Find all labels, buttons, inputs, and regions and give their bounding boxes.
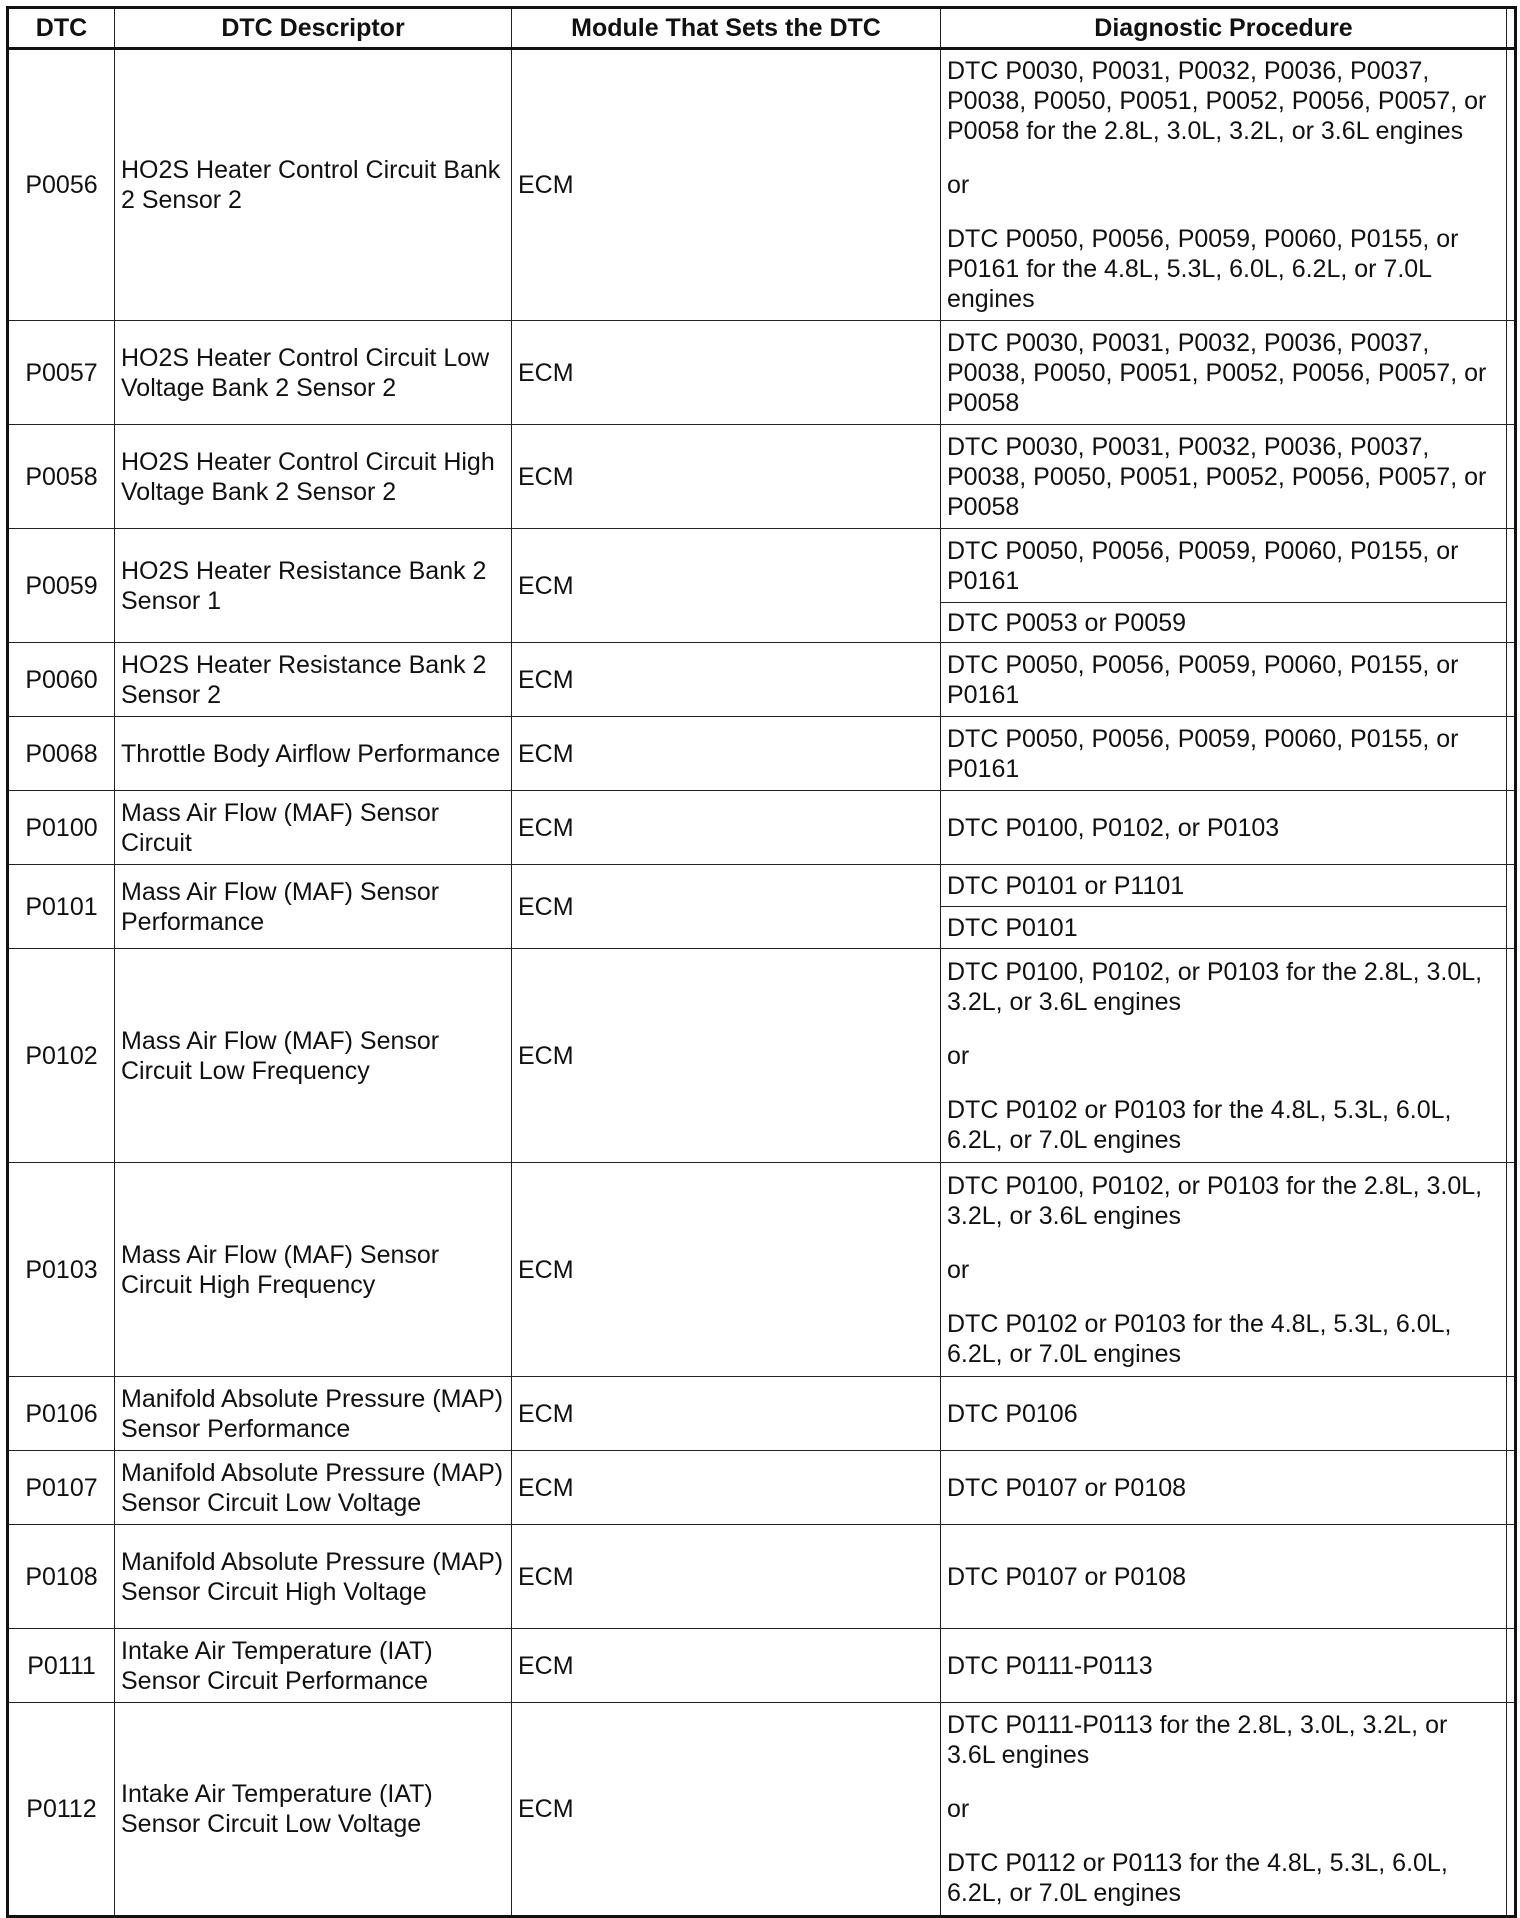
dtc-descriptor-cell: Intake Air Temperature (IAT) Sensor Circuit Low Voltage: [115, 1703, 512, 1917]
edge-column-cell: [1507, 1451, 1516, 1525]
procedure-text: DTC P0111-P0113 for the 2.8L, 3.0L, 3.2L, or 3.6L engines: [947, 1711, 1448, 1769]
dtc-code-cell: P0103: [8, 1163, 115, 1377]
procedure-text: DTC P0053 or P0059: [947, 608, 1187, 637]
diagnostic-procedure-cell: [941, 529, 1507, 603]
module-cell: ECM: [512, 1703, 941, 1917]
dtc-table: [6, 6, 1517, 1918]
dtc-code-cell: P0107: [8, 1451, 115, 1525]
procedure-text: DTC P0101: [947, 913, 1078, 942]
module-cell: ECM: [512, 791, 941, 865]
edge-column-cell: [1507, 717, 1516, 791]
dtc-code-cell: P0058: [8, 425, 115, 529]
table-row: [8, 321, 1516, 425]
edge-column-cell: [1507, 49, 1516, 321]
module-cell: ECM: [512, 1377, 941, 1451]
procedure-text: DTC P0030, P0031, P0032, P0036, P0037, P0038, P0050, P0051, P0052, P0056, P0057, or P0058: [947, 432, 1487, 521]
procedure-text: DTC P0101 or P1101: [947, 871, 1185, 900]
dtc-code-cell: P0106: [8, 1377, 115, 1451]
dtc-code-cell: P0100: [8, 791, 115, 865]
table-row: [8, 643, 1516, 717]
dtc-code-cell: P0060: [8, 643, 115, 717]
dtc-descriptor-cell: HO2S Heater Resistance Bank 2 Sensor 2: [115, 643, 512, 717]
dtc-code-cell: P0056: [8, 49, 115, 321]
header-dtc: DTC: [8, 8, 115, 49]
dtc-descriptor-cell: Manifold Absolute Pressure (MAP) Sensor Circuit High Voltage: [115, 1525, 512, 1629]
diagnostic-procedure-cell: [941, 1525, 1507, 1629]
dtc-descriptor-cell: Throttle Body Airflow Performance: [115, 717, 512, 791]
table-row: [8, 865, 1516, 907]
diagnostic-procedure-cell: [941, 1703, 1507, 1917]
header-row: [8, 8, 1516, 49]
module-cell: ECM: [512, 1163, 941, 1377]
procedure-text: or: [947, 1255, 970, 1284]
edge-column-cell: [1507, 865, 1516, 949]
edge-column-cell: [1507, 949, 1516, 1163]
dtc-code-cell: P0101: [8, 865, 115, 949]
dtc-descriptor-cell: Mass Air Flow (MAF) Sensor Circuit High Frequency: [115, 1163, 512, 1377]
dtc-code-cell: P0108: [8, 1525, 115, 1629]
procedure-text: DTC P0100, P0102, or P0103: [947, 813, 1280, 842]
edge-column-cell: [1507, 1377, 1516, 1451]
dtc-descriptor-cell: Intake Air Temperature (IAT) Sensor Circuit Performance: [115, 1629, 512, 1703]
dtc-descriptor-cell: Manifold Absolute Pressure (MAP) Sensor Circuit Low Voltage: [115, 1451, 512, 1525]
table-row: [8, 425, 1516, 529]
edge-column-cell: [1507, 791, 1516, 865]
module-cell: ECM: [512, 1629, 941, 1703]
diagnostic-procedure-cell: [941, 907, 1507, 949]
table-row: [8, 1377, 1516, 1451]
dtc-descriptor-cell: HO2S Heater Control Circuit Bank 2 Sensor 2: [115, 49, 512, 321]
diagnostic-procedure-cell: [941, 1451, 1507, 1525]
module-cell: ECM: [512, 717, 941, 791]
table-row: [8, 1703, 1516, 1917]
procedure-text: DTC P0111-P0113: [947, 1651, 1153, 1680]
dtc-code-cell: P0112: [8, 1703, 115, 1917]
diagnostic-procedure-cell: [941, 865, 1507, 907]
dtc-descriptor-cell: Mass Air Flow (MAF) Sensor Circuit Low Frequency: [115, 949, 512, 1163]
dtc-descriptor-cell: HO2S Heater Control Circuit Low Voltage Bank 2 Sensor 2: [115, 321, 512, 425]
header-procedure: Diagnostic Procedure: [941, 8, 1507, 49]
procedure-text: DTC P0050, P0056, P0059, P0060, P0155, or P0161: [947, 724, 1459, 783]
diagnostic-procedure-cell: [941, 49, 1507, 321]
procedure-text: DTC P0106: [947, 1399, 1078, 1428]
table-row: [8, 717, 1516, 791]
diagnostic-procedure-cell: [941, 321, 1507, 425]
module-cell: ECM: [512, 321, 941, 425]
edge-column-cell: [1507, 1163, 1516, 1377]
header-descriptor: DTC Descriptor: [115, 8, 512, 49]
procedure-text: DTC P0107 or P0108: [947, 1473, 1187, 1502]
diagnostic-procedure-cell: [941, 603, 1507, 643]
procedure-text: DTC P0102 or P0103 for the 4.8L, 5.3L, 6.0L, 6.2L, or 7.0L engines: [947, 1309, 1452, 1368]
table-body: [8, 49, 1516, 1917]
module-cell: ECM: [512, 1451, 941, 1525]
procedure-text: DTC P0050, P0056, P0059, P0060, P0155, or P0161 for the 4.8L, 5.3L, 6.0L, 6.2L, or 7.0L engines: [947, 225, 1459, 313]
module-cell: ECM: [512, 865, 941, 949]
dtc-descriptor-cell: HO2S Heater Control Circuit High Voltage Bank 2 Sensor 2: [115, 425, 512, 529]
dtc-code-cell: P0111: [8, 1629, 115, 1703]
dtc-descriptor-cell: Mass Air Flow (MAF) Sensor Performance: [115, 865, 512, 949]
procedure-text: DTC P0030, P0031, P0032, P0036, P0037, P0038, P0050, P0051, P0052, P0056, P0057, or P0058: [947, 328, 1487, 417]
procedure-text: DTC P0100, P0102, or P0103 for the 2.8L, 3.0L, 3.2L, or 3.6L engines: [947, 957, 1483, 1016]
procedure-text: or: [947, 1795, 970, 1823]
header-module: Module That Sets the DTC: [512, 8, 941, 49]
edge-column-cell: [1507, 1629, 1516, 1703]
procedure-text: DTC P0102 or P0103 for the 4.8L, 5.3L, 6.0L, 6.2L, or 7.0L engines: [947, 1095, 1452, 1154]
procedure-text: DTC P0107 or P0108: [947, 1562, 1187, 1591]
module-cell: ECM: [512, 949, 941, 1163]
diagnostic-procedure-cell: [941, 791, 1507, 865]
table-row: [8, 791, 1516, 865]
diagnostic-procedure-cell: [941, 1377, 1507, 1451]
edge-column-cell: [1507, 529, 1516, 643]
table-row: [8, 529, 1516, 603]
table-row: [8, 949, 1516, 1163]
table-row: [8, 49, 1516, 321]
edge-column-cell: [1507, 643, 1516, 717]
module-cell: ECM: [512, 643, 941, 717]
edge-column-cell: [1507, 425, 1516, 529]
procedure-text: DTC P0050, P0056, P0059, P0060, P0155, or P0161: [947, 650, 1459, 709]
dtc-descriptor-cell: Mass Air Flow (MAF) Sensor Circuit: [115, 791, 512, 865]
dtc-descriptor-cell: Manifold Absolute Pressure (MAP) Sensor Performance: [115, 1377, 512, 1451]
procedure-text: or: [947, 171, 970, 199]
table-row: [8, 1629, 1516, 1703]
diagnostic-procedure-cell: [941, 1163, 1507, 1377]
diagnostic-procedure-cell: [941, 425, 1507, 529]
edge-column-cell: [1507, 1703, 1516, 1917]
table-row: [8, 1525, 1516, 1629]
procedure-text: DTC P0030, P0031, P0032, P0036, P0037, P0038, P0050, P0051, P0052, P0056, P0057, or P0058 for the 2.8L, 3.0L, 3.2L, or 3.6L engines: [947, 57, 1487, 145]
procedure-text: DTC P0112 or P0113 for the 4.8L, 5.3L, 6.0L, 6.2L, or 7.0L engines: [947, 1849, 1448, 1907]
edge-column-cell: [1507, 321, 1516, 425]
header-edge-column: [1507, 8, 1516, 49]
module-cell: ECM: [512, 49, 941, 321]
dtc-descriptor-cell: HO2S Heater Resistance Bank 2 Sensor 1: [115, 529, 512, 643]
procedure-text: or: [947, 1041, 970, 1070]
procedure-text: DTC P0100, P0102, or P0103 for the 2.8L, 3.0L, 3.2L, or 3.6L engines: [947, 1171, 1483, 1230]
diagnostic-procedure-cell: [941, 717, 1507, 791]
table-row: [8, 1163, 1516, 1377]
module-cell: ECM: [512, 529, 941, 643]
dtc-code-cell: P0102: [8, 949, 115, 1163]
diagnostic-procedure-cell: [941, 949, 1507, 1163]
table-row: [8, 1451, 1516, 1525]
procedure-text: DTC P0050, P0056, P0059, P0060, P0155, or P0161: [947, 536, 1459, 595]
dtc-code-cell: P0068: [8, 717, 115, 791]
diagnostic-procedure-cell: [941, 1629, 1507, 1703]
diagnostic-procedure-cell: [941, 643, 1507, 717]
dtc-code-cell: P0057: [8, 321, 115, 425]
module-cell: ECM: [512, 425, 941, 529]
dtc-code-cell: P0059: [8, 529, 115, 643]
module-cell: ECM: [512, 1525, 941, 1629]
edge-column-cell: [1507, 1525, 1516, 1629]
